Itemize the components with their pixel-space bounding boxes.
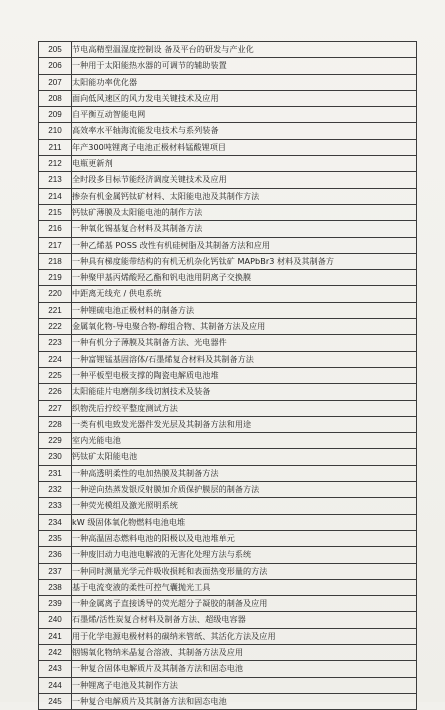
row-number: 240 bbox=[39, 612, 72, 628]
table-row bbox=[39, 563, 417, 579]
project-title: 一类有机电致发光器件发光层及其制备方法和用途 bbox=[72, 416, 417, 432]
table-row bbox=[39, 482, 417, 498]
project-title: 金属氧化物-导电聚合物-醇组合物、其制备方法及应用 bbox=[72, 319, 417, 335]
row-number: 233 bbox=[39, 498, 72, 514]
project-title: 一种用于太阳能热水器的可调节的辅助装置 bbox=[72, 58, 417, 74]
table-row bbox=[39, 612, 417, 628]
row-number: 230 bbox=[39, 449, 72, 465]
table-row bbox=[39, 547, 417, 563]
project-title: 电瓶更新剂 bbox=[72, 156, 417, 172]
table-row bbox=[39, 156, 417, 172]
row-number: 217 bbox=[39, 237, 72, 253]
row-number: 210 bbox=[39, 123, 72, 139]
project-title: 一种具有梯度能带结构的有机无机杂化钙钛矿 MAPbBr3 材料及其制备方 bbox=[72, 253, 417, 269]
row-number: 224 bbox=[39, 351, 72, 367]
project-title: 一种金属离子直接诱导的荧光超分子凝胶的制备及应用 bbox=[72, 596, 417, 612]
table-row bbox=[39, 596, 417, 612]
row-number: 225 bbox=[39, 367, 72, 383]
project-title: 面向低风速区的风力发电关键技术及应用 bbox=[72, 90, 417, 106]
table-row bbox=[39, 204, 417, 220]
project-title: 一种有机分子薄膜及其制备方法、光电器件 bbox=[72, 335, 417, 351]
project-title: 中距离无线充 / 供电系统 bbox=[72, 286, 417, 302]
row-number: 245 bbox=[39, 693, 72, 709]
row-number: 220 bbox=[39, 286, 72, 302]
table-row bbox=[39, 449, 417, 465]
table-row bbox=[39, 58, 417, 74]
project-title: 年产300吨锂离子电池正极材料锰酸锂项目 bbox=[72, 139, 417, 155]
table-row bbox=[39, 416, 417, 432]
row-number: 221 bbox=[39, 302, 72, 318]
project-title: 一种同时测量光学元件吸收损耗和表面热变形量的方法 bbox=[72, 563, 417, 579]
row-number: 208 bbox=[39, 90, 72, 106]
table-row bbox=[39, 286, 417, 302]
project-title: 一种锂离子电池及其制作方法 bbox=[72, 677, 417, 693]
project-title: 自平衡互动智能电网 bbox=[72, 107, 417, 123]
row-number: 238 bbox=[39, 579, 72, 595]
row-number: 235 bbox=[39, 530, 72, 546]
table-row bbox=[39, 498, 417, 514]
row-number: 231 bbox=[39, 465, 72, 481]
row-number: 214 bbox=[39, 188, 72, 204]
project-title: 钙钛矿太阳能电池 bbox=[72, 449, 417, 465]
table-row bbox=[39, 335, 417, 351]
row-number: 228 bbox=[39, 416, 72, 432]
project-title: 一种富锂锰基固溶体/石墨烯复合材料及其制备方法 bbox=[72, 351, 417, 367]
row-number: 219 bbox=[39, 270, 72, 286]
table-row bbox=[39, 384, 417, 400]
row-number: 213 bbox=[39, 172, 72, 188]
table-row bbox=[39, 237, 417, 253]
project-title: 一种平板型电极支撑的陶瓷电解质电池堆 bbox=[72, 367, 417, 383]
table-row bbox=[39, 270, 417, 286]
project-title: 一种复合电解质片及其制备方法和固态电池 bbox=[72, 693, 417, 709]
table-row bbox=[39, 221, 417, 237]
project-title: 钙钛矿薄膜及太阳能电池的制作方法 bbox=[72, 204, 417, 220]
row-number: 218 bbox=[39, 253, 72, 269]
table-row bbox=[39, 514, 417, 530]
row-number: 232 bbox=[39, 482, 72, 498]
project-table bbox=[38, 41, 417, 710]
row-number: 215 bbox=[39, 204, 72, 220]
table-row bbox=[39, 677, 417, 693]
project-title: kW 级固体氧化物燃料电池电堆 bbox=[72, 514, 417, 530]
row-number: 207 bbox=[39, 74, 72, 90]
row-number: 216 bbox=[39, 221, 72, 237]
table-row bbox=[39, 74, 417, 90]
table-row bbox=[39, 400, 417, 416]
row-number: 227 bbox=[39, 400, 72, 416]
row-number: 211 bbox=[39, 139, 72, 155]
project-title: 高效率水平轴海流能发电技术与系列装备 bbox=[72, 123, 417, 139]
row-number: 243 bbox=[39, 661, 72, 677]
table-row bbox=[39, 530, 417, 546]
row-number: 234 bbox=[39, 514, 72, 530]
row-number: 241 bbox=[39, 628, 72, 644]
project-title: 太阳能功率优化器 bbox=[72, 74, 417, 90]
table-row bbox=[39, 253, 417, 269]
project-table-body bbox=[39, 42, 417, 710]
table-row bbox=[39, 123, 417, 139]
project-title: 一种乙烯基 POSS 改性有机硅树脂及其制备方法和应用 bbox=[72, 237, 417, 253]
project-title: 一种废旧动力电池电解液的无害化处理方法与系统 bbox=[72, 547, 417, 563]
project-title: 太阳能硅片电磨削多线切割技术及装备 bbox=[72, 384, 417, 400]
table-row bbox=[39, 139, 417, 155]
project-title: 石墨烯/活性炭复合材料及制备方法、超级电容器 bbox=[72, 612, 417, 628]
row-number: 226 bbox=[39, 384, 72, 400]
table-row bbox=[39, 319, 417, 335]
row-number: 205 bbox=[39, 42, 72, 58]
row-number: 244 bbox=[39, 677, 72, 693]
project-title: 一种逆向热蒸发银反射膜加介质保护膜层的制备方法 bbox=[72, 482, 417, 498]
table-row bbox=[39, 42, 417, 58]
table-row bbox=[39, 172, 417, 188]
project-title: 铟锡氧化物纳米晶复合溶液、其制备方法及应用 bbox=[72, 644, 417, 660]
table-row bbox=[39, 302, 417, 318]
project-title: 一种荧光模组及激光照明系统 bbox=[72, 498, 417, 514]
row-number: 237 bbox=[39, 563, 72, 579]
row-number: 242 bbox=[39, 644, 72, 660]
table-row bbox=[39, 188, 417, 204]
project-title: 室内光能电池 bbox=[72, 433, 417, 449]
row-number: 212 bbox=[39, 156, 72, 172]
row-number: 209 bbox=[39, 107, 72, 123]
table-row bbox=[39, 579, 417, 595]
row-number: 229 bbox=[39, 433, 72, 449]
row-number: 206 bbox=[39, 58, 72, 74]
project-title: 基于电流变液的柔性可控气囊抛光工具 bbox=[72, 579, 417, 595]
table-row bbox=[39, 90, 417, 106]
project-title: 一种高温固态燃料电池的阳极以及电池堆单元 bbox=[72, 530, 417, 546]
project-title: 一种聚甲基丙烯酸羟乙酯和钒电池用阴离子交换膜 bbox=[72, 270, 417, 286]
table-row bbox=[39, 465, 417, 481]
project-title: 掺杂有机金属钙钛矿材料、太阳能电池及其制作方法 bbox=[72, 188, 417, 204]
row-number: 223 bbox=[39, 335, 72, 351]
project-title: 全时段多目标节能经济调度关键技术及应用 bbox=[72, 172, 417, 188]
table-row bbox=[39, 367, 417, 383]
row-number: 222 bbox=[39, 319, 72, 335]
table-row bbox=[39, 661, 417, 677]
project-title: 一种锂硫电池正极材料的制备方法 bbox=[72, 302, 417, 318]
project-title: 节电高精型温湿度控制设 备及平台的研发与产业化 bbox=[72, 42, 417, 58]
project-title: 用于化学电源电极材料的碳纳米管纸、其活化方法及应用 bbox=[72, 628, 417, 644]
table-row bbox=[39, 628, 417, 644]
project-title: 一种氧化锡基复合材料及其制备方法 bbox=[72, 221, 417, 237]
row-number: 236 bbox=[39, 547, 72, 563]
table-row bbox=[39, 107, 417, 123]
table-row bbox=[39, 351, 417, 367]
project-title: 一种高透明柔性的电加热膜及其制备方法 bbox=[72, 465, 417, 481]
table-row bbox=[39, 433, 417, 449]
row-number: 239 bbox=[39, 596, 72, 612]
project-title: 织物洗后拧绞平整度测试方法 bbox=[72, 400, 417, 416]
project-title: 一种复合固体电解质片及其制备方法和固态电池 bbox=[72, 661, 417, 677]
table-row bbox=[39, 644, 417, 660]
